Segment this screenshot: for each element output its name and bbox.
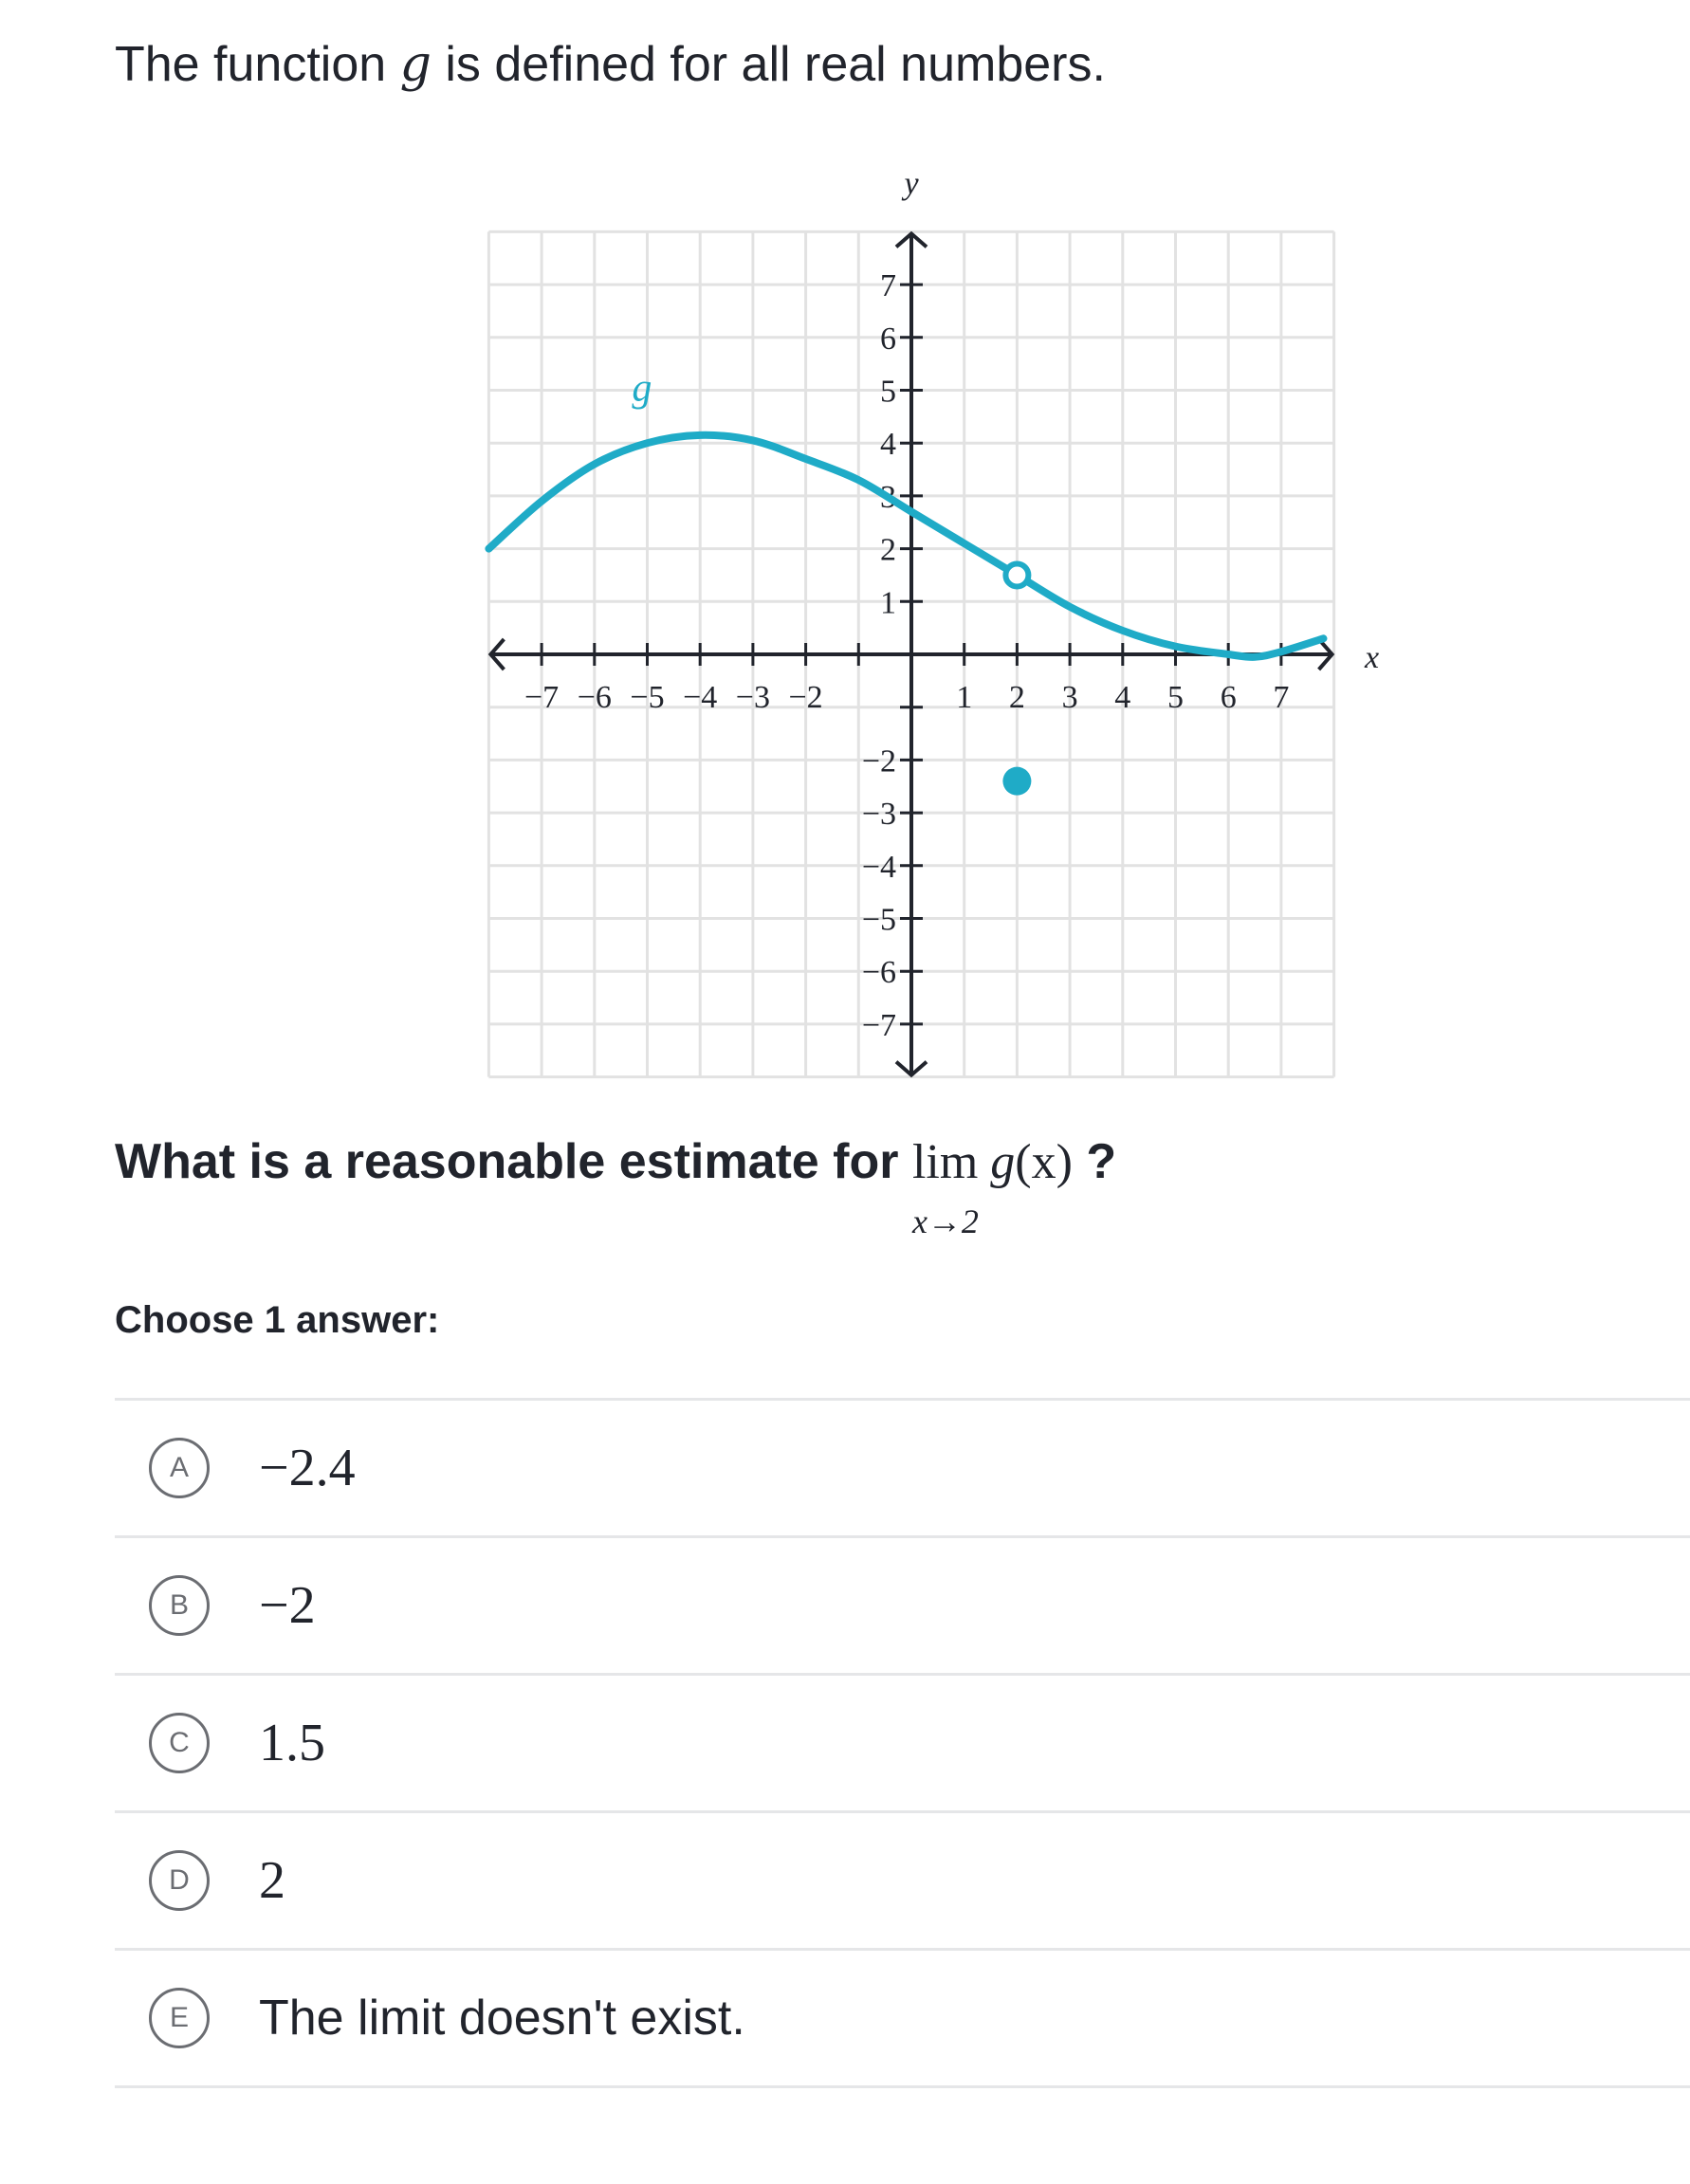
x-tick-label: 3 [1061, 680, 1078, 715]
limit-expression [911, 1134, 1073, 1240]
choice-d-radio[interactable]: D [149, 1850, 210, 1911]
choice-a-text: −2.4 [259, 1439, 356, 1497]
choice-e[interactable] [115, 1951, 1690, 2088]
y-tick-label: −5 [861, 902, 896, 938]
tick-labels [524, 166, 1379, 1043]
y-tick-label: −4 [861, 849, 896, 885]
y-tick-label: 4 [880, 427, 896, 463]
filled-point [1002, 767, 1031, 796]
function-variable: g [399, 36, 432, 93]
stem-prefix: The function [115, 37, 400, 92]
choice-a-radio[interactable]: A [149, 1438, 210, 1498]
limit-function: g [990, 1135, 1016, 1189]
choose-label: Choose 1 answer: [115, 1299, 440, 1341]
x-tick-label: 4 [1114, 680, 1131, 715]
y-tick-label: 1 [880, 585, 896, 621]
choice-a[interactable] [115, 1401, 1690, 1538]
x-tick-label: −5 [630, 680, 665, 715]
y-tick-label: 3 [880, 479, 896, 515]
choice-d-text: 2 [259, 1851, 285, 1910]
choice-b[interactable] [115, 1538, 1690, 1676]
x-tick-label: 5 [1167, 680, 1184, 715]
y-tick-label: 7 [880, 268, 896, 304]
lim-text: lim [911, 1135, 979, 1189]
x-tick-label: −4 [683, 680, 718, 715]
x-tick-label: 1 [956, 680, 973, 715]
question-suffix: ? [1072, 1134, 1117, 1189]
open-point [1005, 563, 1028, 586]
limit-argument: (x) [1015, 1135, 1073, 1189]
y-tick-label: 6 [880, 321, 896, 357]
x-axis-label: x [1365, 640, 1380, 675]
limit-subscript: x→2 [911, 1202, 979, 1240]
x-tick-label: −7 [524, 680, 560, 715]
x-tick-label: 6 [1220, 680, 1237, 715]
choice-d[interactable] [115, 1813, 1690, 1951]
choice-b-radio[interactable]: B [149, 1575, 210, 1636]
question-text [115, 1133, 1117, 1240]
y-axis-label: y [904, 166, 919, 202]
answer-choices [115, 1398, 1690, 2088]
choice-b-text: −2 [259, 1576, 316, 1635]
x-tick-label: −6 [577, 680, 612, 715]
x-tick-label: −2 [788, 680, 823, 715]
stem-suffix: is defined for all real numbers. [431, 37, 1106, 92]
y-tick-label: −7 [861, 1007, 896, 1043]
curves [488, 367, 1323, 796]
choice-e-radio[interactable]: E [149, 1988, 210, 2048]
y-tick-label: −3 [861, 797, 896, 833]
x-tick-label: −3 [735, 680, 770, 715]
x-tick-label: 7 [1273, 680, 1290, 715]
choice-e-text: The limit doesn't exist. [259, 1991, 745, 2046]
choice-c[interactable] [115, 1676, 1690, 1813]
y-tick-label: 2 [880, 532, 896, 568]
y-tick-label: 5 [880, 374, 896, 410]
choice-c-radio[interactable]: C [149, 1713, 210, 1773]
y-tick-label: −6 [861, 955, 896, 991]
choice-c-text: 1.5 [259, 1714, 325, 1772]
question-prefix: What is a reasonable estimate for [115, 1134, 912, 1189]
curve-g [488, 435, 1323, 657]
curve-label-g: g [632, 366, 652, 411]
x-tick-label: 2 [1008, 680, 1025, 715]
y-tick-label: −2 [861, 743, 896, 780]
limit-operator [911, 1134, 979, 1240]
